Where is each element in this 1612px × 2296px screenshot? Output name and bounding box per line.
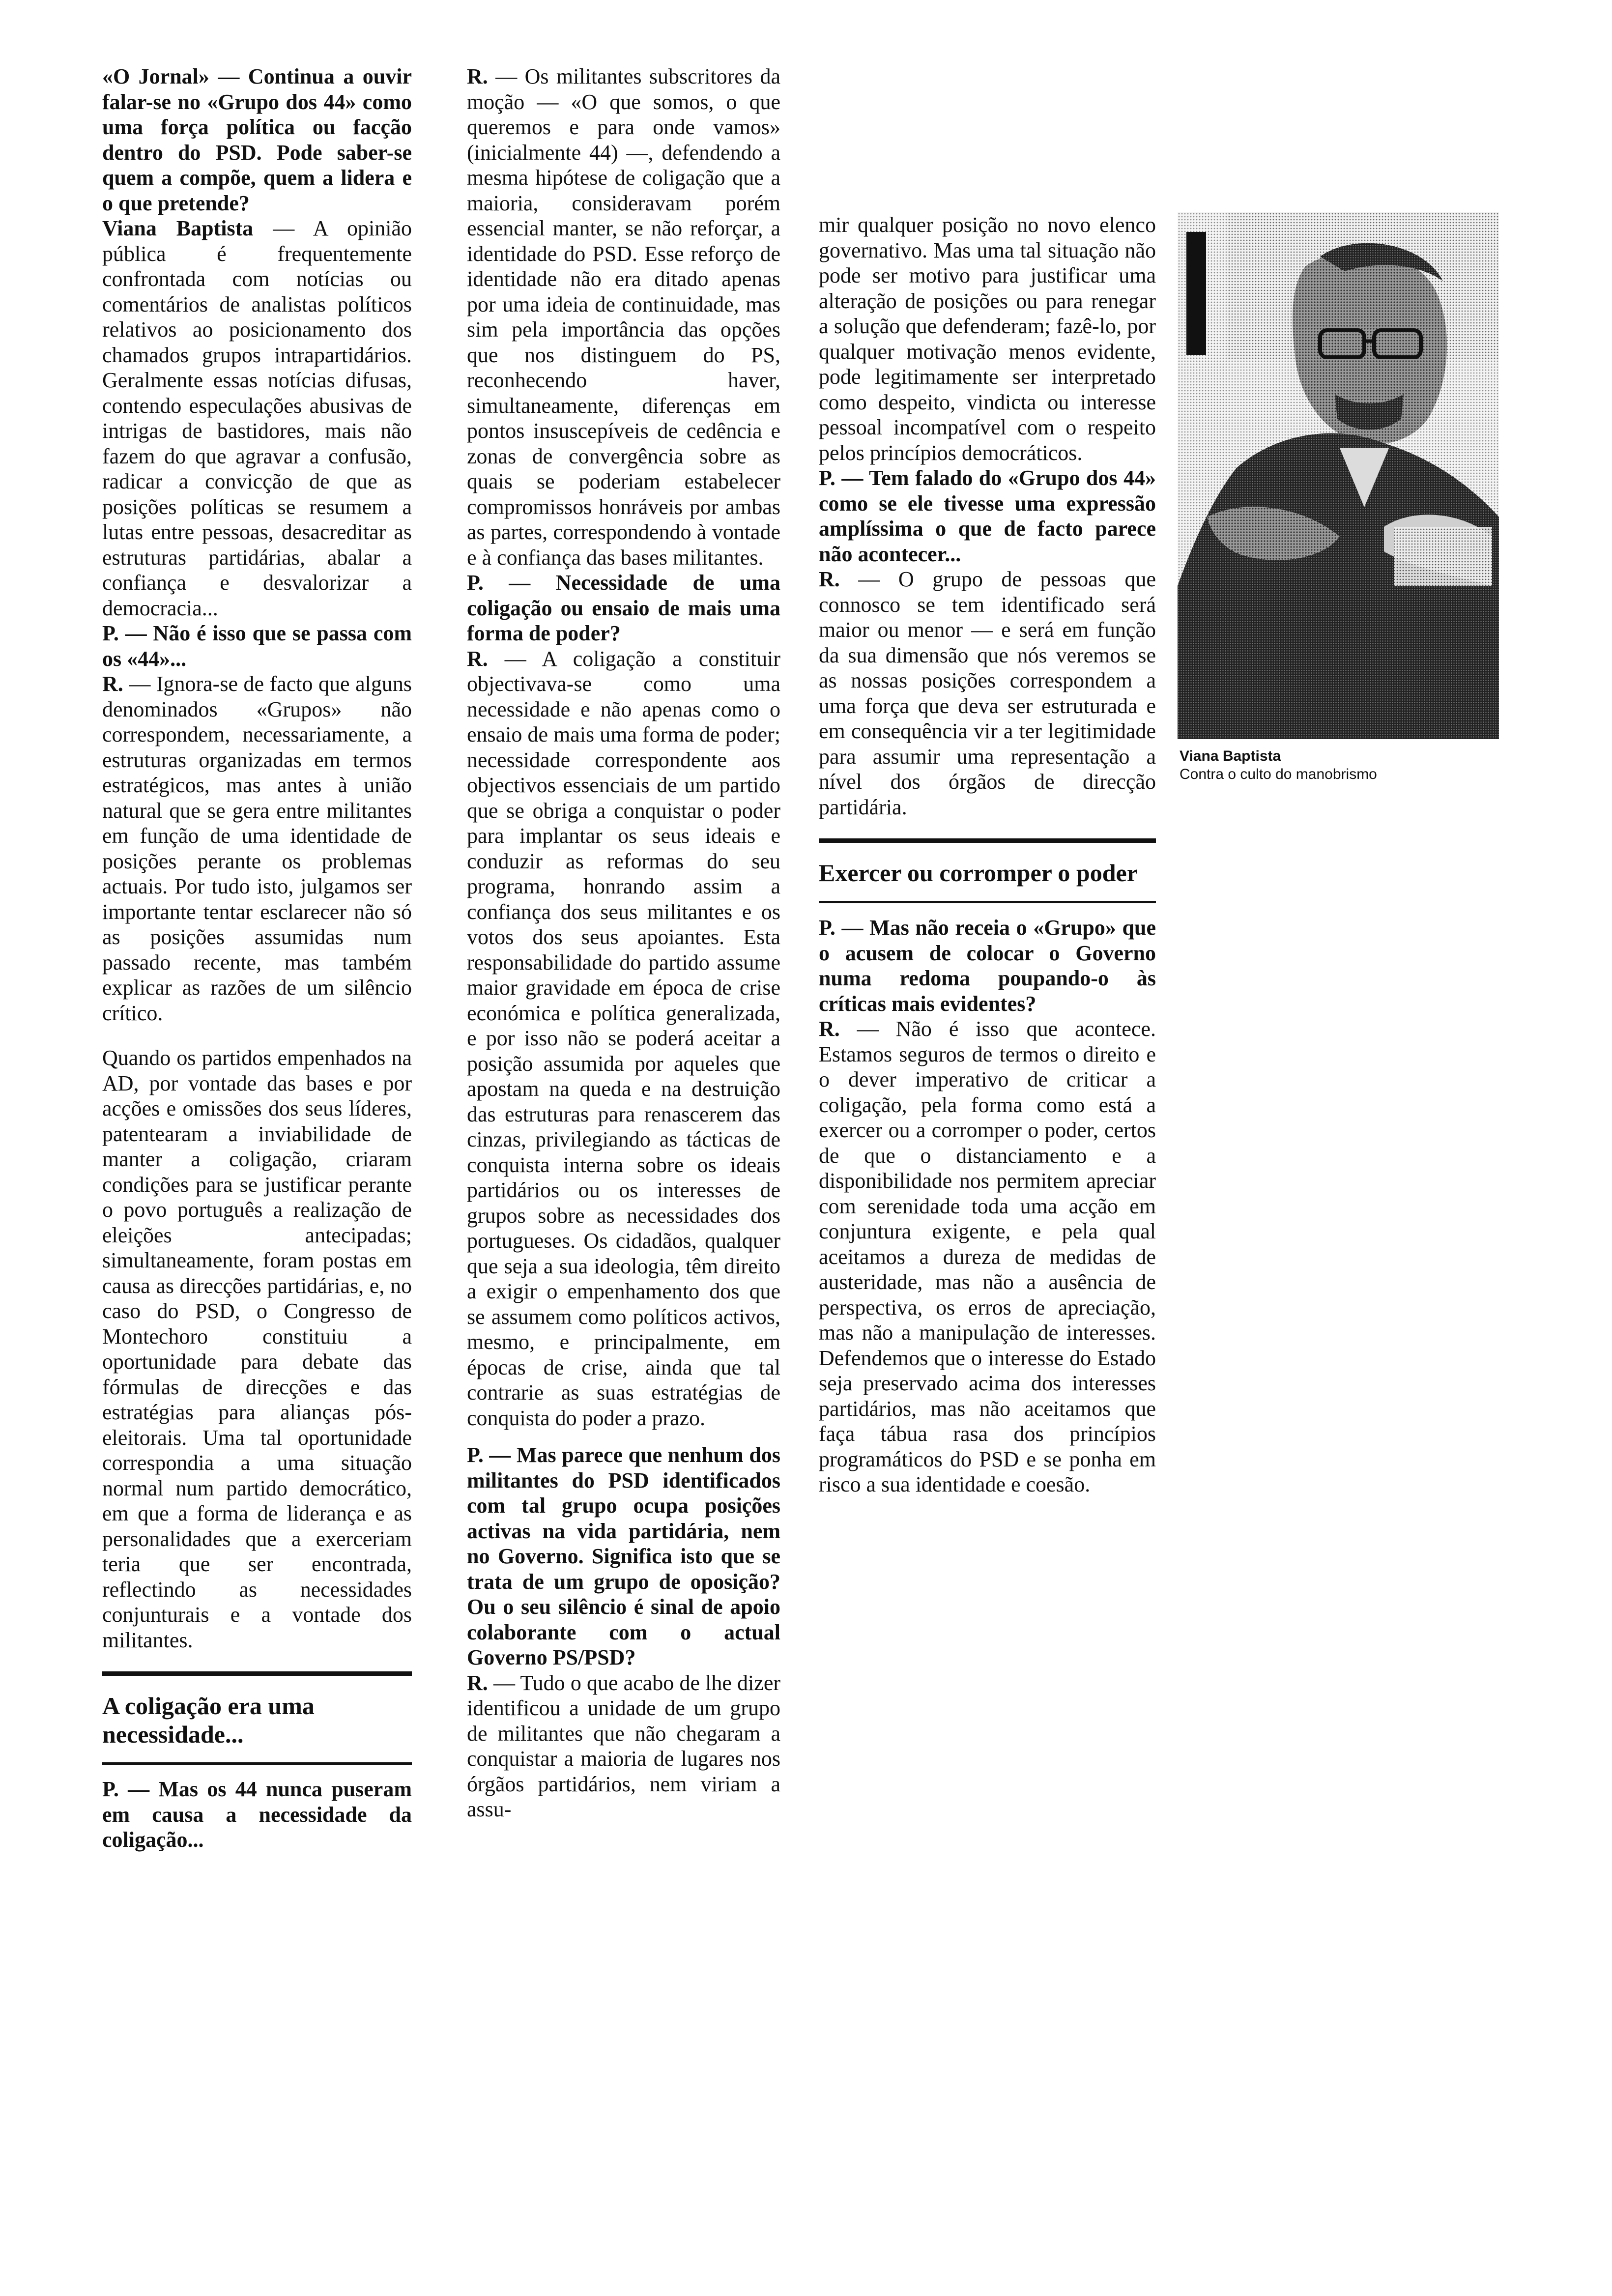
section-heading-coligacao: A coligação era uma necessidade... xyxy=(102,1692,315,1748)
answer-text: — Ignora-se de facto que alguns denominados «Grupos» não correspondem, necessariamente, a estruturas organizadas em termos estratégicos, mas antes à união natural que se gera entre militantes em função de uma identidade de posições perante os problemas actuais. Por tudo isto, julgamos ser importante tentar esclarecer não só as posições assumidas num passado recente, mas também explicar as razões de um silêncio crítico. xyxy=(102,672,412,1025)
answer-speaker: R. xyxy=(467,1670,488,1695)
section-divider-thin xyxy=(102,1762,412,1765)
answer-speaker: Viana Baptista xyxy=(102,216,254,240)
answer-5-continued: mir qualquer posição no novo elenco governativo. Mas uma tal situação não pode ser motivo para justificar uma alteração de posições ou para renegar a solução que defenderam; fazê-lo, por qualquer motivação menos evidente, pode legitimamente ser interpretado como despeito, vindicta ou interesse pessoal incompatível com o respeito pelos princípios democráticos. xyxy=(819,213,1156,465)
answer-4 xyxy=(467,646,780,1431)
answer-6 xyxy=(819,567,1156,820)
portrait-photo xyxy=(1178,212,1499,739)
question-4: P. — Necessidade de uma coligação ou ensaio de mais uma forma de poder? xyxy=(467,571,780,645)
answer-text: — Os militantes subscritores da moção — «O que somos, o que queremos e para onde vamos» (inicialmente 44) —, defendendo a mesma hipótese de coligação que a maioria, consideravam porém essencial manter, se não reforçar, a identidade do PSD. Esse reforço de identidade não era ditado apenas por uma ideia de continuidade, mas sim pela importância das opções que nos distinguem do PS, reconhecendo haver, simultaneamente, diferenças em pontos insuscepíveis de cedência e zonas de convergência sobre as quais se poderiam estabelecer compromissos honráveis por ambas as partes, correspondendo à vontade e à confiança das bases militantes. xyxy=(467,64,780,570)
answer-speaker: R. xyxy=(102,672,123,696)
article-column-1 xyxy=(102,64,412,1853)
answer-text: — O grupo de pessoas que connosco se tem identificado será maior ou menor — e será em função da sua dimensão que nós veremos se as nossas posições correspondem a uma força que deva ser estruturada e em consequência vir a ter legitimidade para assumir uma representação a nível dos órgãos de direcção partidária. xyxy=(819,567,1156,819)
question-1: «O Jornal» — Continua a ouvir falar-se no «Grupo dos 44» como uma força política ou facção dentro do PSD. Pode saber-se quem a compõe, quem a lidera e o que pretende? xyxy=(102,64,412,215)
answer-2 xyxy=(102,671,412,1026)
article-column-3 xyxy=(819,212,1156,1497)
answer-speaker: R. xyxy=(819,567,840,591)
question-6: P. — Tem falado do «Grupo dos 44» como se ele tivesse uma expressão amplíssima o que de facto parece não acontecer... xyxy=(819,466,1156,566)
answer-3 xyxy=(467,64,780,570)
answer-text: — Tudo o que acabo de lhe dizer identificou a unidade de um grupo de militantes que não chegaram a conquistar a maioria de lugares nos órgãos partidários, nem viriam a assu- xyxy=(467,1670,780,1821)
caption-text: Contra o culto do manobrismo xyxy=(1180,766,1377,782)
answer-text: — A opinião pública é frequentemente confrontada com notícias ou comentários de analistas políticos relativos ao posicionamento dos chamados grupos intrapartidários. Geralmente essas notícias difusas, contendo especulações abusivas de intrigas de bastidores, mais não fazem do que agravar a confusão, radicar a convicção de que as posições políticas se resumem a lutas entre pessoas, desacreditar as estruturas partidárias, abalar a confiança e desvalorizar a democracia... xyxy=(102,216,412,620)
answer-speaker: R. xyxy=(819,1017,840,1041)
answer-text: — Não é isso que acontece. Estamos seguros de termos o direito e o dever imperativo de criticar a coligação, pela forma como está a exercer ou a corromper o poder, certos de que o distanciamento e a disponibilidade nos permitem apreciar com serenidade toda uma acção em conjuntura exigente, e pela qual aceitamos a dureza de medidas de austeridade, mas não a ausência de perspectiva, os erros de apreciação, mas não a manipulação de interesses. Defendemos que o interesse do Estado seja preservado acima dos interesses partidários, mas não aceitamos que faça tábua rasa dos princípios programáticos do PSD e se ponha em risco a sua identidade e coesão. xyxy=(819,1017,1156,1496)
answer-1 xyxy=(102,216,412,621)
answer-speaker: R. xyxy=(467,646,488,671)
article-column-2 xyxy=(467,64,780,1822)
question-5: P. — Mas parece que nenhum dos militantes do PSD identificados com tal grupo ocupa posições activas na vida partidária, nem no Governo. Significa isto que se trata de um grupo de oposição? Ou o seu silêncio é sinal de apoio colaborante com o actual Governo PS/PSD? xyxy=(467,1443,780,1669)
answer-speaker: R. xyxy=(467,64,488,88)
section-heading-exercer: Exercer ou corromper o poder xyxy=(819,859,1138,887)
paragraph-3: Quando os partidos empenhados na AD, por vontade das bases e por acções e omissões dos seus líderes, patentearam a inviabilidade de manter a coligação, criaram condições para se justificar perante o povo português a realização de eleições antecipadas; simultaneamente, foram postas em causa as direcções partidárias, e, no caso do PSD, o Congresso de Montechoro constituiu a oportunidade para debate das fórmulas de direcções e das estratégias para alianças pós-eleitorais. Uma tal oportunidade correspondia a uma situação normal num partido democrático, em que a forma de liderança e as personalidades que a exerceriam teria que ser encontrada, reflectindo as necessidades conjunturais e a vontade dos militantes. xyxy=(102,1046,412,1652)
photo-caption xyxy=(1180,747,1504,783)
section-divider-thin xyxy=(819,901,1156,903)
section-divider xyxy=(102,1671,412,1676)
question-7: P. — Mas não receia o «Grupo» que o acusem de colocar o Governo numa redoma poupando-o às críticas mais evidentes? xyxy=(819,916,1156,1016)
caption-name: Viana Baptista xyxy=(1180,748,1281,764)
section-divider xyxy=(819,838,1156,843)
answer-5 xyxy=(467,1670,780,1822)
question-2: P. — Não é isso que se passa com os «44»... xyxy=(102,621,412,671)
question-3: P. — Mas os 44 nunca puseram em causa a necessidade da coligação... xyxy=(102,1777,412,1852)
answer-7 xyxy=(819,1016,1156,1497)
answer-text: — A coligação a constituir objectivava-se como uma necessidade e não apenas como o ensaio de mais uma forma de poder; necessidade correspondente aos objectivos essenciais de um partido que se obriga a conquistar o poder para implantar os seus ideais e conduzir as reformas do seu programa, honrando assim a confiança dos seus militantes e os votos dos seus apoiantes. Esta responsabilidade do partido assume maior gravidade em época de crise económica e política generalizada, e por isso não se poderá aceitar a posição assumida por aqueles que apostam na queda e na destruição das estruturas para renascerem das cinzas, privilegiando as tácticas de conquista interna sobre os ideais partidários ou os interesses de grupos sobre as necessidades dos portugueses. Os cidadãos, qualquer que seja a sua ideologia, têm direito a exigir o empenhamento dos que se assumem como políticos activos, mesmo, e principalmente, em épocas de crise, ainda que tal contrarie as suas estratégias de conquista do poder a prazo. xyxy=(467,646,780,1430)
